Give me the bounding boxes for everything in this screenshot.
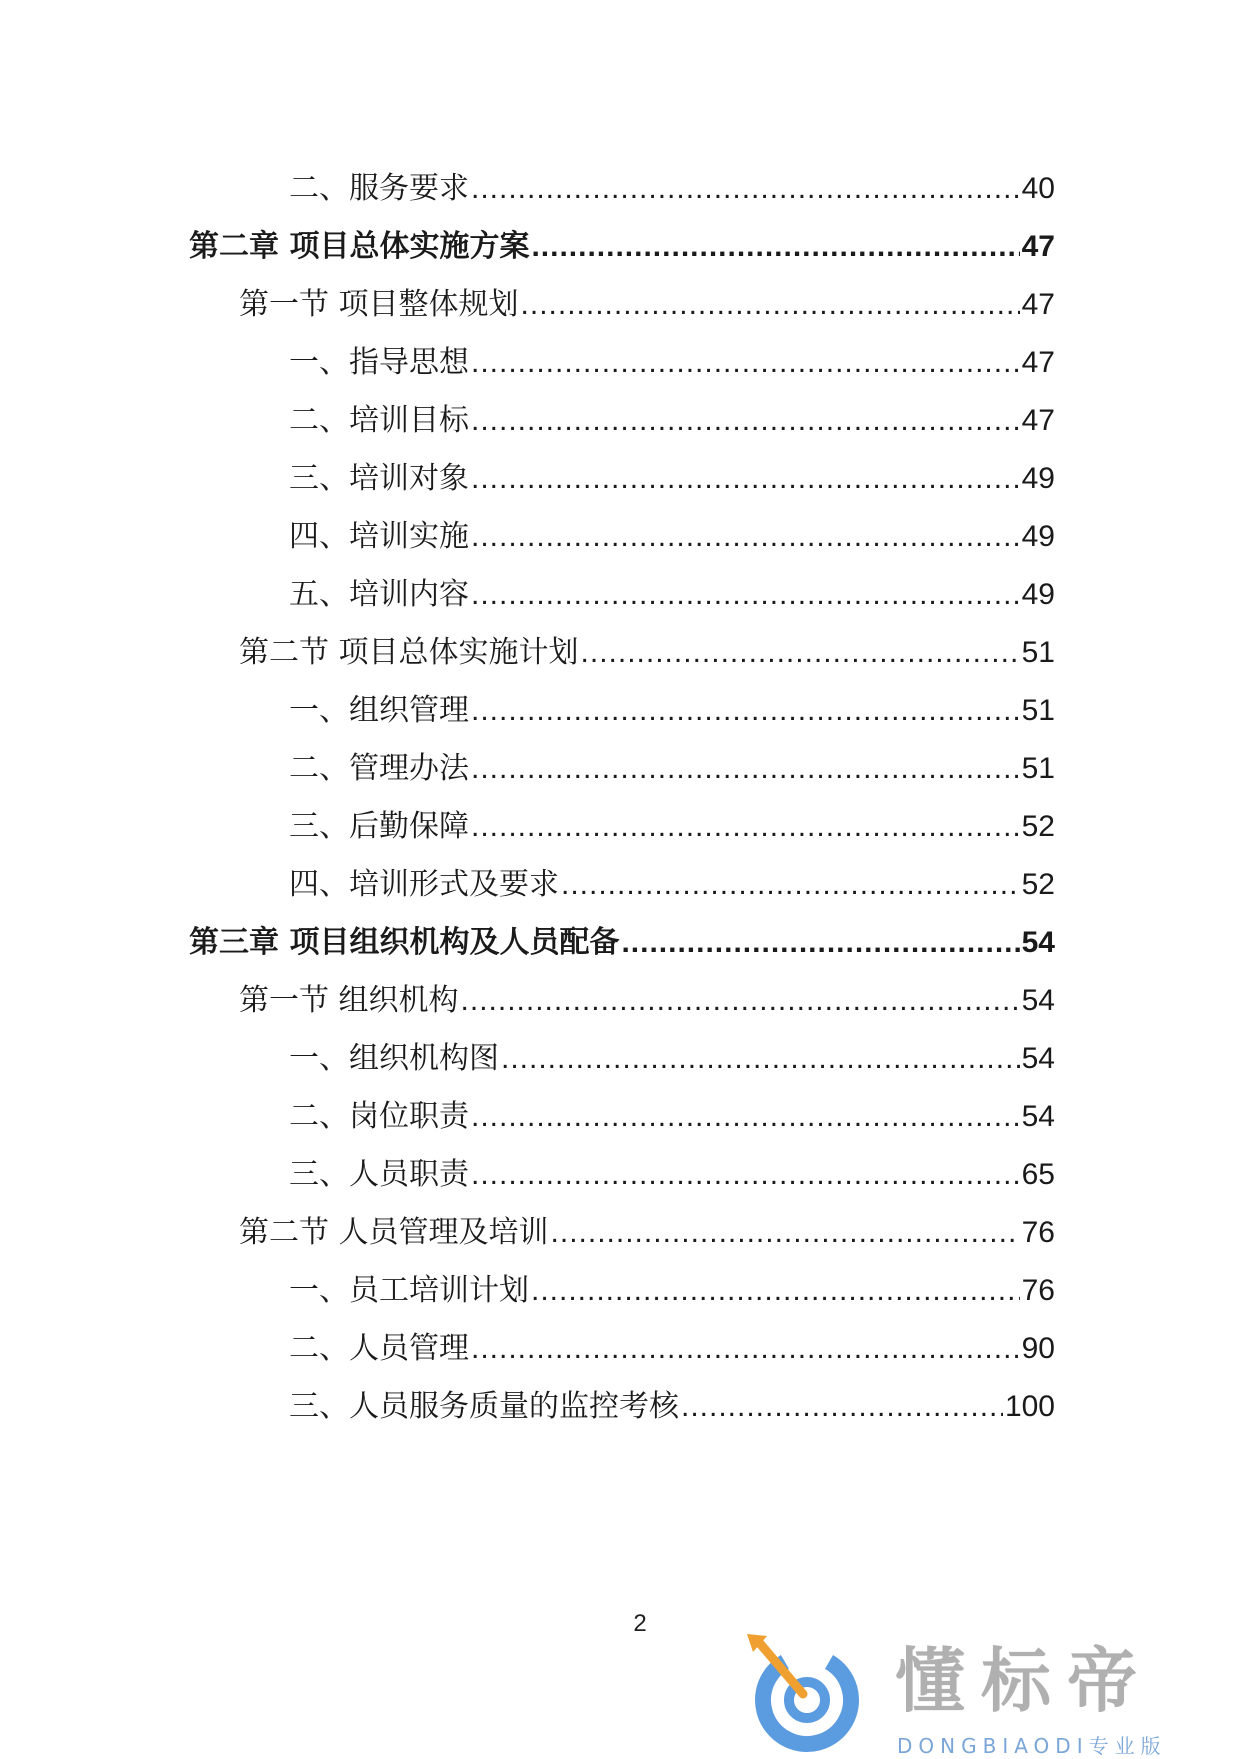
toc-entry-title: 第三章 项目组织机构及人员配备 <box>189 925 620 960</box>
toc-section-entry[interactable] <box>239 1211 1055 1255</box>
toc-entry-title: 第一节 组织机构 <box>239 983 459 1018</box>
toc-entry-page: 40 <box>1021 172 1055 205</box>
toc-entry-page: 51 <box>1021 636 1055 669</box>
dot-leader <box>471 573 1020 617</box>
toc-entry-page: 51 <box>1021 694 1055 727</box>
toc-entry-page: 47 <box>1021 346 1055 379</box>
toc-entry-page: 49 <box>1021 520 1055 553</box>
toc-entry[interactable] <box>289 1153 1055 1197</box>
toc-entry-title: 二、管理办法 <box>289 751 469 786</box>
dot-leader <box>471 515 1020 559</box>
toc-entry-title: 二、岗位职责 <box>289 1099 469 1134</box>
dot-leader <box>471 1153 1020 1197</box>
toc-entry-page: 52 <box>1021 810 1055 843</box>
toc-entry[interactable] <box>289 863 1055 907</box>
watermark-brand: 懂标帝 <box>895 1640 1153 1722</box>
toc-entry[interactable] <box>289 1327 1055 1371</box>
toc-entry[interactable] <box>289 747 1055 791</box>
toc-entry-page: 49 <box>1021 578 1055 611</box>
toc-entry-page: 51 <box>1021 752 1055 785</box>
toc-entry-title: 三、培训对象 <box>289 461 469 496</box>
toc-section-entry[interactable] <box>239 979 1055 1023</box>
toc-entry-title: 二、培训目标 <box>289 403 469 438</box>
dot-leader <box>471 399 1020 443</box>
toc-entry-title: 三、人员服务质量的监控考核 <box>289 1389 679 1424</box>
toc-entry-page: 90 <box>1021 1332 1055 1365</box>
watermark <box>745 1632 1241 1758</box>
dot-leader <box>471 805 1020 849</box>
dot-leader <box>471 1095 1020 1139</box>
dot-leader <box>521 283 1020 327</box>
toc-entry-title: 三、人员职责 <box>289 1157 469 1192</box>
toc-entry[interactable] <box>289 399 1055 443</box>
dot-leader <box>681 1385 1003 1429</box>
dot-leader <box>551 1211 1020 1255</box>
toc-entry[interactable] <box>289 457 1055 501</box>
dot-leader <box>621 921 1019 965</box>
toc-chapter-entry[interactable] <box>189 225 1055 269</box>
toc-entry-title: 第二节 人员管理及培训 <box>239 1215 549 1250</box>
toc-entry-page: 49 <box>1021 462 1055 495</box>
toc-entry[interactable] <box>289 167 1055 211</box>
toc-entry-title: 第一节 项目整体规划 <box>239 287 519 322</box>
toc-entry-page: 52 <box>1021 868 1055 901</box>
dot-leader <box>531 225 1019 269</box>
toc-section-entry[interactable] <box>239 631 1055 675</box>
toc-entry[interactable] <box>289 1269 1055 1313</box>
toc-entry-title: 二、人员管理 <box>289 1331 469 1366</box>
toc-section-entry[interactable] <box>239 283 1055 327</box>
toc-entry-page: 76 <box>1021 1274 1055 1307</box>
toc-entry-page: 54 <box>1021 1100 1055 1133</box>
toc-entry[interactable] <box>289 515 1055 559</box>
target-logo-icon <box>745 1632 865 1754</box>
toc-entry-title: 四、培训实施 <box>289 519 469 554</box>
dot-leader <box>461 979 1020 1023</box>
toc-entry[interactable] <box>289 573 1055 617</box>
toc-entry-page: 65 <box>1021 1158 1055 1191</box>
dot-leader <box>471 1327 1020 1371</box>
toc-entry-title: 三、后勤保障 <box>289 809 469 844</box>
toc-entry[interactable] <box>289 805 1055 849</box>
toc-entry-page: 54 <box>1021 926 1055 959</box>
toc-entry-title: 五、培训内容 <box>289 577 469 612</box>
dot-leader <box>561 863 1020 907</box>
dot-leader <box>501 1037 1020 1081</box>
toc-entry-page: 54 <box>1021 1042 1055 1075</box>
toc-entry-title: 四、培训形式及要求 <box>289 867 559 902</box>
toc-entry-page: 47 <box>1021 230 1055 263</box>
dot-leader <box>471 167 1020 211</box>
toc-entry[interactable] <box>289 689 1055 733</box>
toc-entry-page: 76 <box>1021 1216 1055 1249</box>
toc-entry-page: 47 <box>1021 404 1055 437</box>
toc-entry-title: 一、员工培训计划 <box>289 1273 529 1308</box>
toc-entry[interactable] <box>289 1095 1055 1139</box>
toc-entry[interactable] <box>289 1385 1055 1429</box>
toc-entry-title: 第二章 项目总体实施方案 <box>189 229 530 264</box>
toc-entry-page: 54 <box>1021 984 1055 1017</box>
toc-entry-title: 一、组织管理 <box>289 693 469 728</box>
toc-entry-page: 100 <box>1004 1390 1055 1423</box>
dot-leader <box>471 457 1020 501</box>
toc-entry-title: 一、指导思想 <box>289 345 469 380</box>
toc-entry[interactable] <box>289 341 1055 385</box>
toc-entry[interactable] <box>289 1037 1055 1081</box>
toc-chapter-entry[interactable] <box>189 921 1055 965</box>
watermark-subtitle: DONGBIAODI专业版 <box>897 1734 1167 1758</box>
page-number: 2 <box>633 1610 647 1637</box>
toc-entry-title: 二、服务要求 <box>289 171 469 206</box>
dot-leader <box>471 747 1020 791</box>
dot-leader <box>531 1269 1020 1313</box>
dot-leader <box>581 631 1020 675</box>
toc-entry-title: 第二节 项目总体实施计划 <box>239 635 579 670</box>
toc-entry-page: 47 <box>1021 288 1055 321</box>
toc-entry-title: 一、组织机构图 <box>289 1041 499 1076</box>
dot-leader <box>471 341 1020 385</box>
dot-leader <box>471 689 1020 733</box>
